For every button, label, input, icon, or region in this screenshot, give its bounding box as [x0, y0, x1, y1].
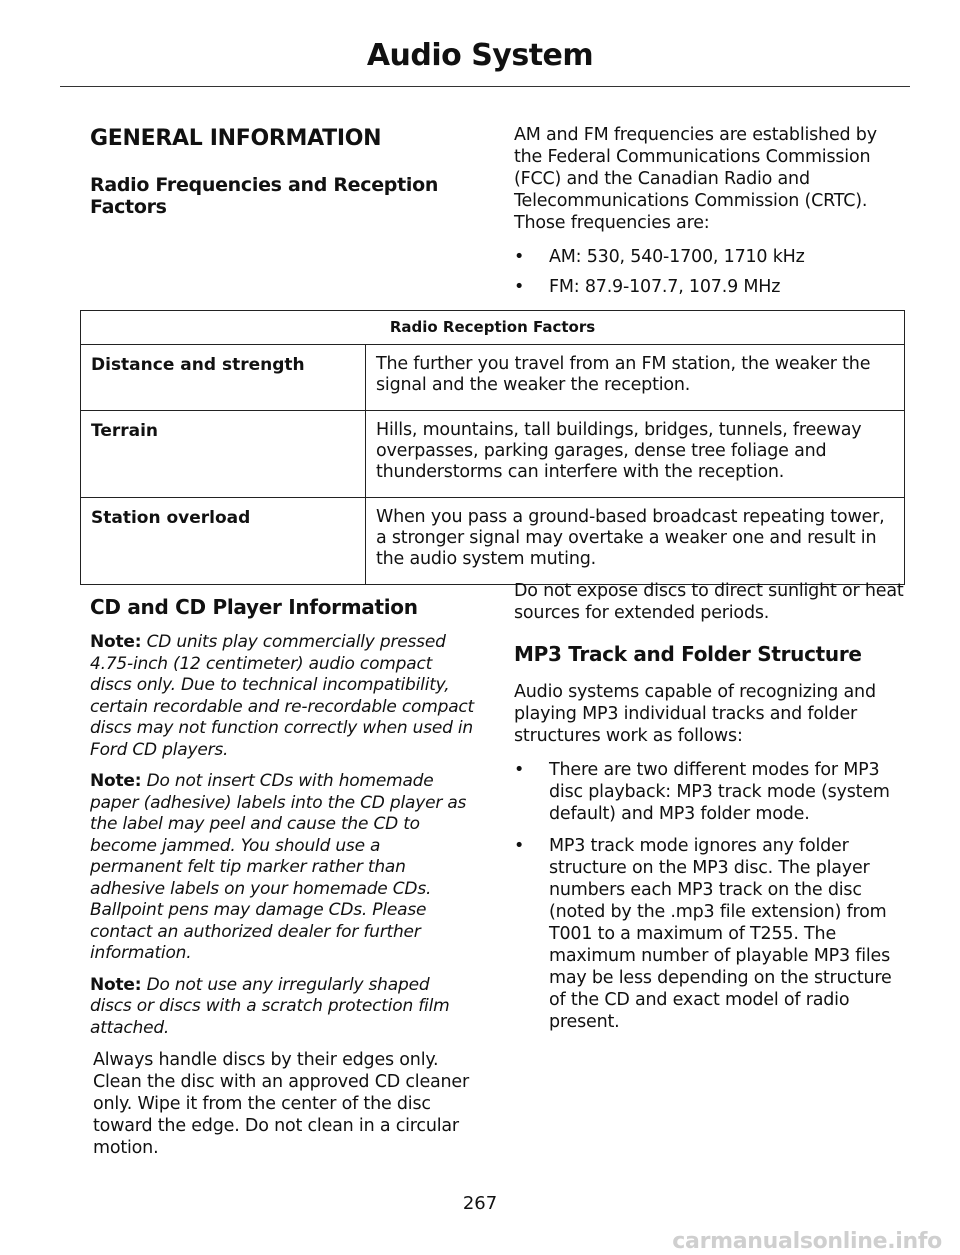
factor-cell: Distance and strength	[81, 345, 366, 411]
list-item: • MP3 track mode ignores any folder structure on the MP3 disc. The player numbers each MP3 track on the disc (noted by the .mp3 file extension) from T001 to a maximum of T255. The maximum number of playable MP3 files may be less depending on the structure of the CD and exact model of radio present.	[514, 836, 892, 1032]
factor-cell: Terrain	[81, 411, 366, 498]
general-info-section	[90, 126, 490, 218]
mp3-intro: Audio systems capable of recognizing and playing MP3 individual tracks and folder structures work as follows:	[514, 682, 876, 746]
note-paragraph: Note: CD units play commercially pressed 4.75-inch (12 centimeter) audio compact discs only. Due to technical incompatibility, certain recordable and re-recordable compact discs may not function correctly when used in Ford CD players.	[90, 632, 475, 760]
cd-section	[90, 596, 475, 1159]
list-item: • AM: 530, 540-1700, 1710 kHz	[514, 247, 805, 267]
reception-factors-table	[80, 310, 905, 585]
mp3-heading: MP3 Track and Folder Structure	[514, 642, 862, 666]
note-paragraph: Note: Do not insert CDs with homemade paper (adhesive) labels into the CD player as the label may peel and cause the CD to become jammed. You should use a permanent felt tip marker rather than adhesive labels on your homemade CDs. Ballpoint pens may damage CDs. Please contact an authorized dealer for further information.	[90, 771, 467, 963]
description-cell: When you pass a ground-based broadcast repeating tower, a stronger signal may overtake a weaker one and result in the audio system muting.	[366, 498, 905, 585]
section-heading: GENERAL INFORMATION	[90, 126, 382, 151]
table-row	[81, 411, 905, 498]
page-number: 267	[462, 1193, 498, 1214]
mp3-section	[514, 580, 909, 1033]
frequency-list	[514, 246, 909, 298]
table-row	[81, 498, 905, 585]
watermark: carmanualsonline.info	[672, 1229, 942, 1254]
radio-subheading: Radio Frequencies and Reception Factors	[90, 174, 439, 218]
cd-heading: CD and CD Player Information	[90, 595, 418, 619]
handling-paragraph: Always handle discs by their edges only. Clean the disc with an approved CD cleaner only. Wipe it from the center of the disc toward the edge. Do not clean in a circular motion.	[93, 1050, 469, 1158]
sunlight-paragraph: Do not expose discs to direct sunlight or heat sources for extended periods.	[514, 581, 904, 623]
list-item: • FM: 87.9-107.7, 107.9 MHz	[514, 277, 781, 297]
description-cell: Hills, mountains, tall buildings, bridges, tunnels, freeway overpasses, parking garages, dense tree foliage and thunderstorms can interfere with the reception.	[366, 411, 905, 498]
frequencies-section	[514, 124, 909, 298]
header-divider	[60, 86, 910, 87]
table-title: Radio Reception Factors	[81, 311, 905, 345]
mp3-list	[514, 759, 909, 1033]
page-header-title: Audio System	[366, 38, 594, 73]
note-paragraph: Note: Do not use any irregularly shaped discs or discs with a scratch protection film attached.	[90, 974, 450, 1038]
list-item: • There are two different modes for MP3 disc playback: MP3 track mode (system default) and MP3 folder mode.	[514, 760, 890, 824]
description-cell: The further you travel from an FM station, the weaker the signal and the weaker the reception.	[366, 345, 905, 411]
table-row	[81, 345, 905, 411]
factor-cell: Station overload	[81, 498, 366, 585]
frequencies-intro: AM and FM frequencies are established by the Federal Communications Commission (FCC) and the Canadian Radio and Telecommunications Commission (CRTC). Those frequencies are:	[514, 125, 877, 233]
